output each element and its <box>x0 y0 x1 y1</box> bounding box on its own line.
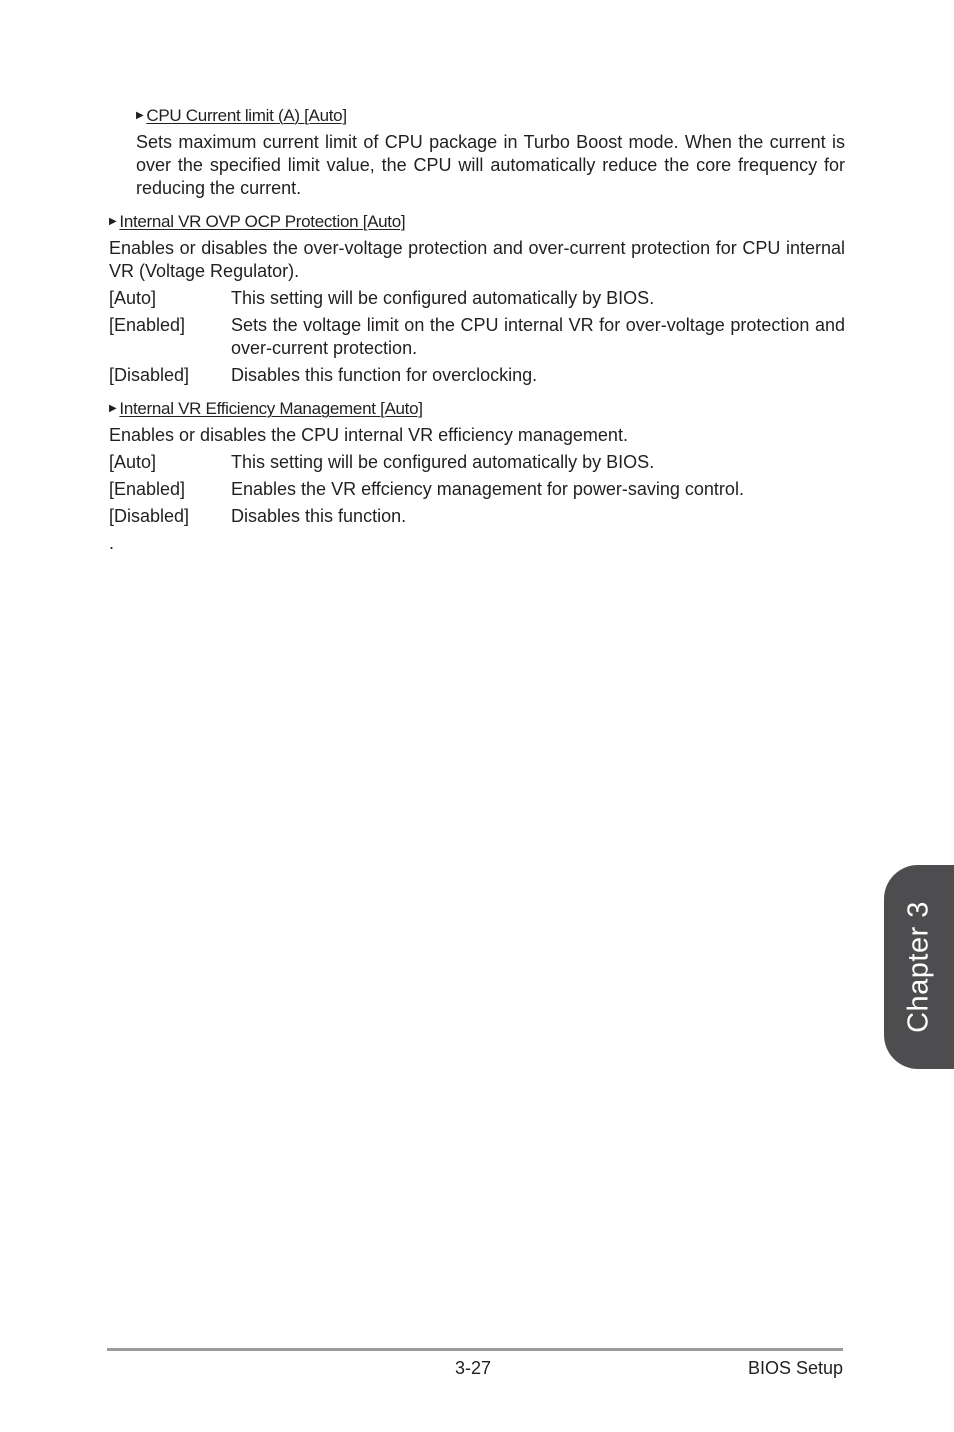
page-number: 3-27 <box>455 1358 492 1378</box>
triangle-right-icon: ▶ <box>136 110 144 121</box>
option-key: [Enabled] <box>109 315 186 335</box>
setting-description: Enables or disables the CPU internal VR efficiency management. <box>109 425 628 445</box>
triangle-right-icon: ▶ <box>109 216 117 227</box>
trailing-period: . <box>109 533 115 553</box>
option-row <box>109 505 845 528</box>
chapter-tab-label: Chapter 3 <box>902 901 935 1033</box>
setting-title: CPU Current limit (A) [Auto] <box>146 106 347 125</box>
option-description: This setting will be configured automatically by BIOS. <box>231 452 655 472</box>
option-row <box>109 451 845 474</box>
option-key: [Disabled] <box>109 365 190 385</box>
document-body <box>109 104 845 565</box>
footer-divider <box>107 1348 843 1351</box>
option-key: [Disabled] <box>109 506 190 526</box>
option-description: Disables this function for overclocking. <box>231 365 538 385</box>
option-key: [Enabled] <box>109 479 186 499</box>
option-description: Disables this function. <box>231 506 407 526</box>
option-row <box>109 478 845 501</box>
option-description: This setting will be configured automatically by BIOS. <box>231 288 655 308</box>
option-row <box>109 314 845 360</box>
setting-heading <box>109 210 845 233</box>
triangle-right-icon: ▶ <box>109 403 117 414</box>
footer-section-title: BIOS Setup <box>747 1358 843 1378</box>
option-row <box>109 287 845 310</box>
setting-heading <box>136 104 845 127</box>
setting-title: Internal VR Efficiency Management [Auto] <box>119 399 423 418</box>
option-key: [Auto] <box>109 452 157 472</box>
section-internal-vr-ovp-ocp <box>109 210 845 387</box>
option-description: Sets the voltage limit on the CPU internal VR for over-voltage protection and over-current protection. <box>231 315 845 358</box>
option-description: Enables the VR effciency management for power-saving control. <box>231 479 744 499</box>
setting-description: Sets maximum current limit of CPU package in Turbo Boost mode. When the current is over the specified limit value, the CPU will automatically reduce the core frequency for reducing the current. <box>136 132 845 198</box>
setting-description: Enables or disables the over-voltage protection and over-current protection for CPU internal VR (Voltage Regulator). <box>109 238 845 281</box>
setting-heading <box>109 397 845 420</box>
option-row <box>109 364 845 387</box>
option-key: [Auto] <box>109 288 157 308</box>
section-internal-vr-efficiency <box>109 397 845 555</box>
setting-title: Internal VR OVP OCP Protection [Auto] <box>119 212 406 231</box>
section-cpu-current-limit <box>136 104 845 200</box>
